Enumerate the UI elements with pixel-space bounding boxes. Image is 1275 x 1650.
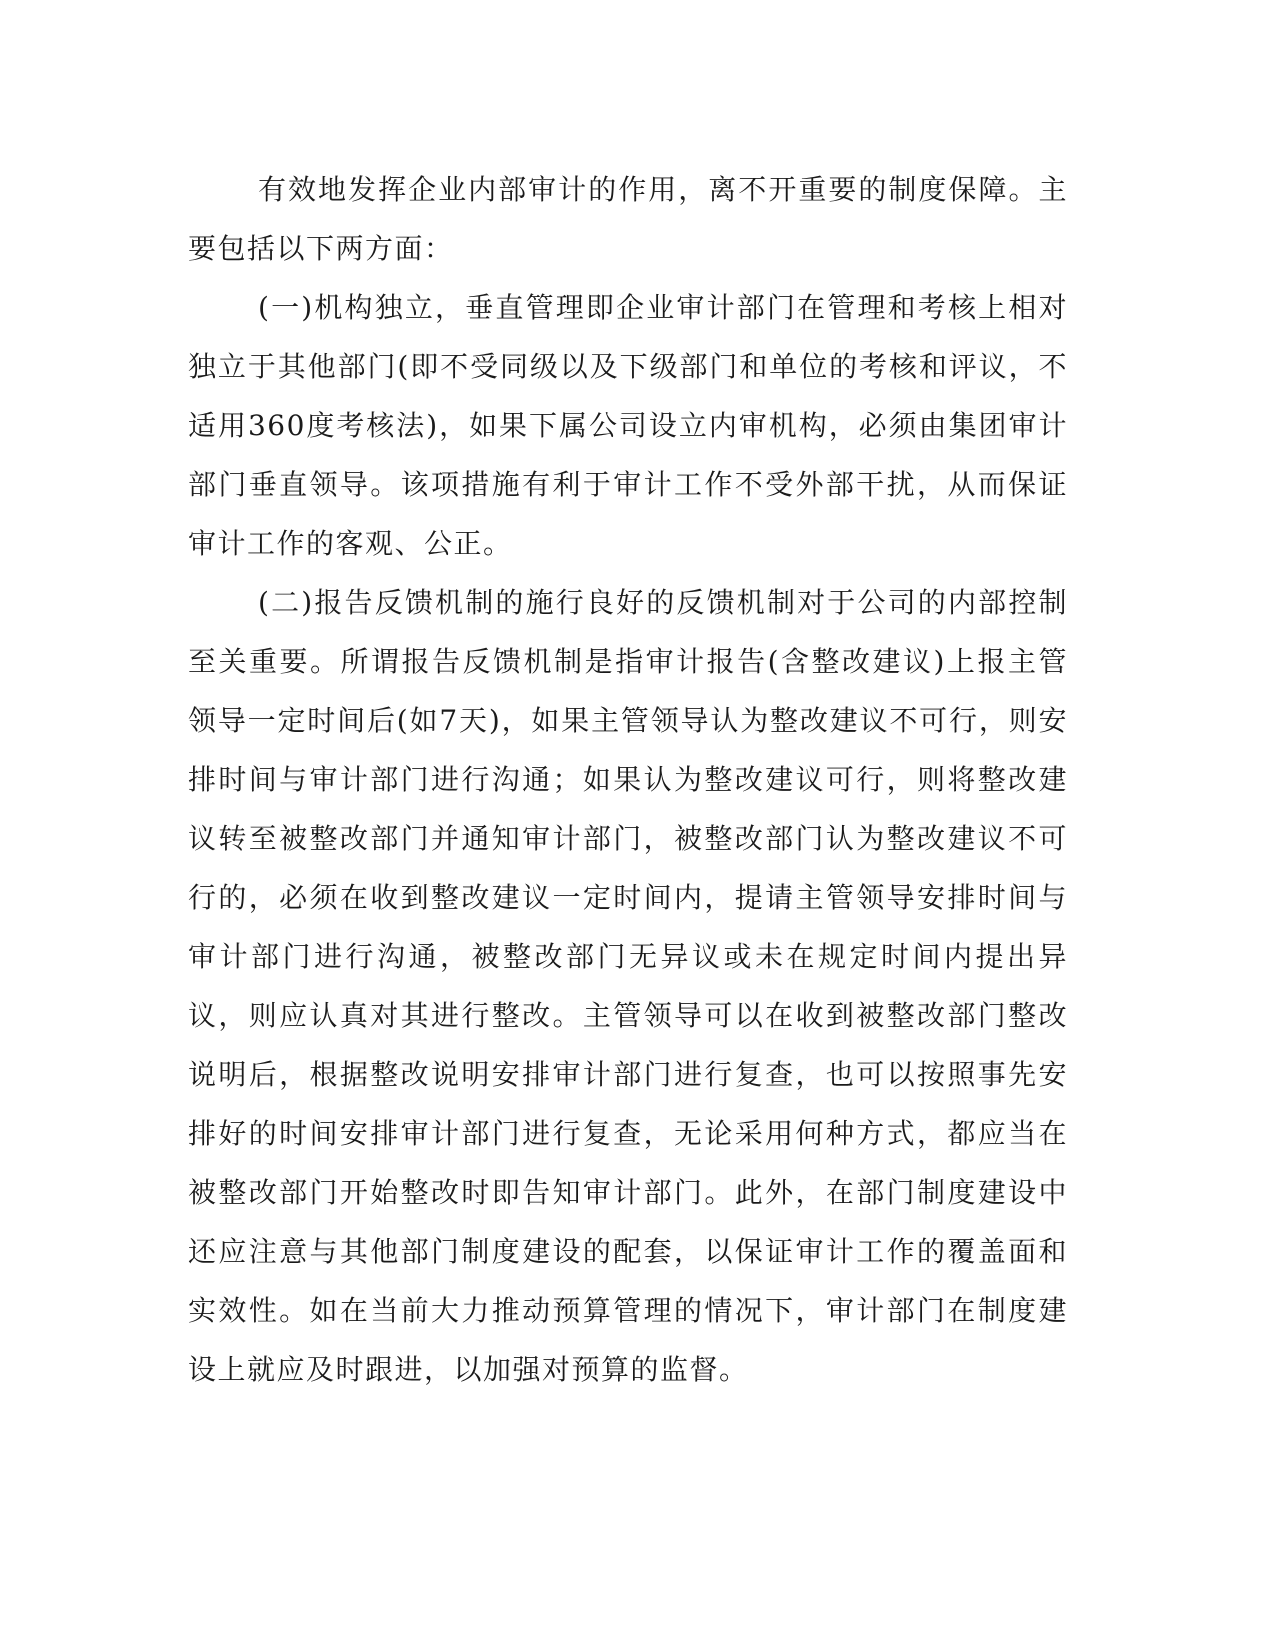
paragraph-section-one: (一)机构独立，垂直管理即企业审计部门在管理和考核上相对独立于其他部门(即不受同级以及下级部门和单位的考核和评议，不适用360度考核法)，如果下属公司设立内审机构，必须由集团审计部门垂直领导。该项措施有利于审计工作不受外部干扰，从而保证审计工作的客观、公正。 (188, 291, 1068, 560)
document-body (188, 160, 1068, 1399)
paragraph-intro: 有效地发挥企业内部审计的作用，离不开重要的制度保障。主要包括以下两方面： (188, 173, 1068, 265)
paragraph-section-two: (二)报告反馈机制的施行良好的反馈机制对于公司的内部控制至关重要。所谓报告反馈机制是指审计报告(含整改建议)上报主管领导一定时间后(如7天)，如果主管领导认为整改建议不可行，则安排时间与审计部门进行沟通；如果认为整改建议可行，则将整改建议转至被整改部门并通知审计部门，被整改部门认为整改建议不可行的，必须在收到整改建议一定时间内，提请主管领导安排时间与审计部门进行沟通，被整改部门无异议或未在规定时间内提出异议，则应认真对其进行整改。主管领导可以在收到被整改部门整改说明后，根据整改说明安排审计部门进行复查，也可以按照事先安排好的时间安排审计部门进行复查，无论采用何种方式，都应当在被整改部门开始整改时即告知审计部门。此外，在部门制度建设中还应注意与其他部门制度建设的配套，以保证审计工作的覆盖面和实效性。如在当前大力推动预算管理的情况下，审计部门在制度建设上就应及时跟进，以加强对预算的监督。 (188, 586, 1068, 1386)
